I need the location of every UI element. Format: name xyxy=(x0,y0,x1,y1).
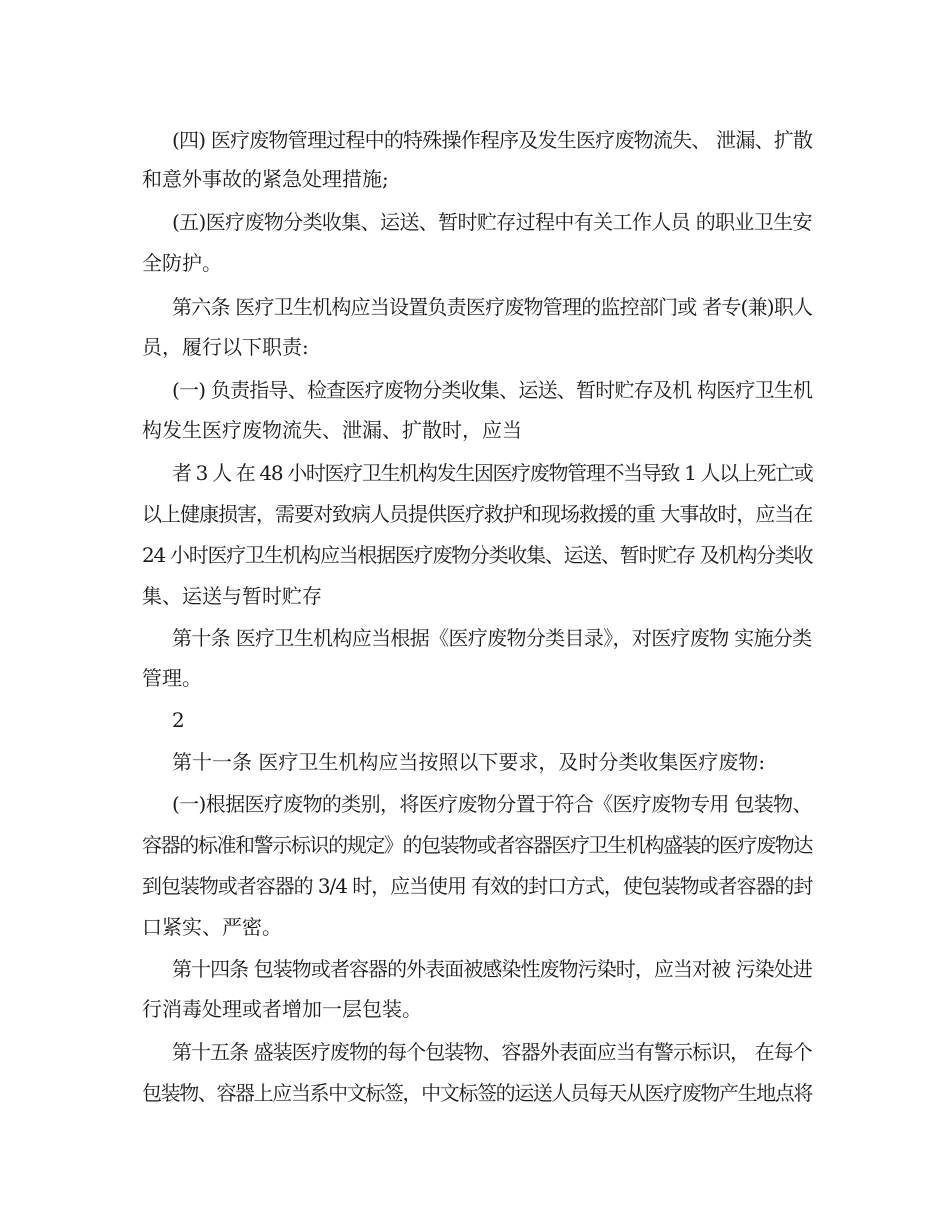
text-line: 员，履行以下职责: xyxy=(142,335,309,359)
text-line: (一) 负责指导、检查医疗废物分类收集、运送、暂时贮存及机 构医疗卫生机 xyxy=(172,378,813,402)
text-line: 容器的标准和警示标识的规定》的包装物或者容器医疗卫生机构盛装的医疗废物达 xyxy=(142,833,812,857)
text-line: 第十四条 包装物或者容器的外表面被感染性废物污染时，应当对被 污染处进 xyxy=(172,957,812,981)
text-line: 第十条 医疗卫生机构应当根据《医疗废物分类目录》，对医疗废物 实施分类 xyxy=(172,626,812,650)
text-line: (一)根据医疗废物的类别，将医疗废物分置于符合《医疗废物专用 包装物、 xyxy=(172,792,812,816)
text-line: 24 小时医疗卫生机构应当根据医疗废物分类收集、运送、暂时贮存 及机构分类收 xyxy=(142,543,813,567)
text-line: 者 3 人 在 48 小时医疗卫生机构发生因医疗废物管理不当导致 1 人以上死亡或 xyxy=(172,461,813,485)
text-line: 第十一条 医疗卫生机构应当按照以下要求，及时分类收集医疗废物: xyxy=(172,750,766,774)
text-line: 包装物、容器上应当系中文标签，中文标签的运送人员每天从医疗废物产生地点将 xyxy=(142,1081,812,1105)
text-line: 集、运送与暂时贮存 xyxy=(142,584,322,608)
text-line: 构发生医疗废物流失、泄漏、扩散时，应当 xyxy=(142,418,522,442)
text-line: 和意外事故的紧急处理措施; xyxy=(142,167,389,191)
text-line: 行消毒处理或者增加一层包装。 xyxy=(142,997,422,1021)
text-line: 第六条 医疗卫生机构应当设置负责医疗废物管理的监控部门或 者专(兼)职人 xyxy=(172,295,813,319)
text-line: 口紧实、严密。 xyxy=(142,915,282,939)
text-line: 到包装物或者容器的 3/4 时，应当使用 有效的封口方式，使包装物或者容器的封 xyxy=(142,874,813,898)
text-line: 管理。 xyxy=(142,666,202,690)
text-line: (四) 医疗废物管理过程中的特殊操作程序及发生医疗废物流失、 泄漏、扩散 xyxy=(172,128,813,152)
text-line: 以上健康损害，需要对致病人员提供医疗救护和现场救援的重 大事故时，应当在 xyxy=(142,502,813,526)
page-number: 2 xyxy=(172,708,185,732)
text-line: 全防护。 xyxy=(142,251,222,275)
text-line: (五)医疗废物分类收集、运送、暂时贮存过程中有关工作人员 的职业卫生安 xyxy=(172,210,812,234)
text-line: 第十五条 盛装医疗废物的每个包装物、容器外表面应当有警示标识， 在每个 xyxy=(172,1040,812,1064)
